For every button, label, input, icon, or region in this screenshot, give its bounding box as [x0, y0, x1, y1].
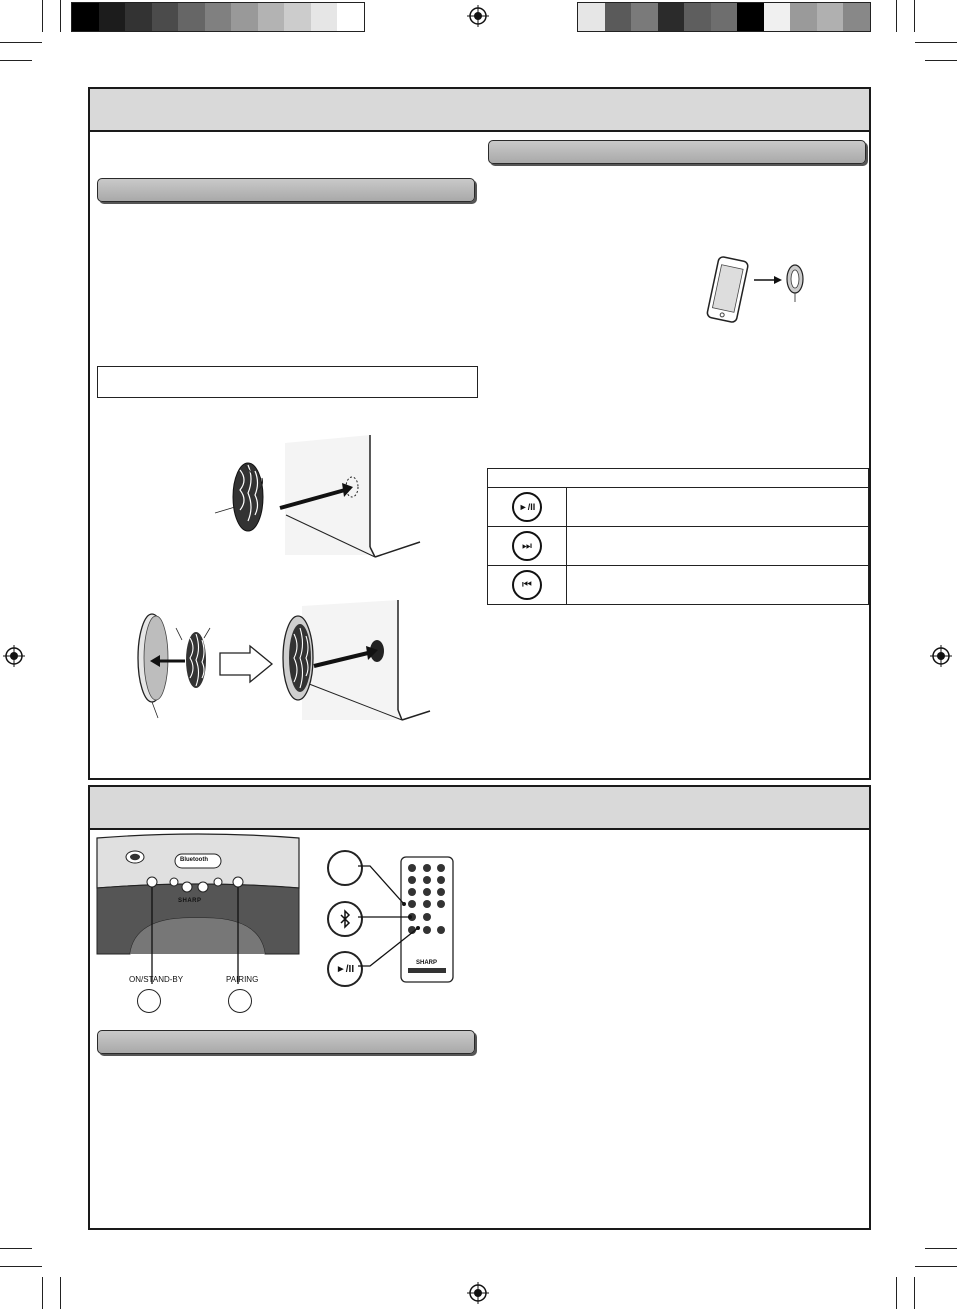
calibration-swatch — [152, 3, 179, 31]
crop-mark — [914, 1277, 915, 1309]
play-pause-icon: ►/II — [327, 951, 363, 987]
note-box — [97, 366, 478, 398]
calibration-swatch — [178, 3, 205, 31]
calibration-swatch — [684, 3, 711, 31]
on-standby-callout-circle — [137, 989, 161, 1013]
calibration-swatch — [764, 3, 791, 31]
registration-target-icon — [467, 1282, 489, 1304]
pairing-callout-circle — [228, 989, 252, 1013]
bottom-section-subheading — [97, 1030, 475, 1054]
crop-mark — [896, 1277, 897, 1309]
table-row — [488, 527, 869, 566]
remote-brand-label: SHARP — [416, 960, 438, 966]
top-panel-header — [90, 89, 869, 132]
play-pause-icon: ►/II — [512, 492, 542, 522]
calibration-swatch — [631, 3, 658, 31]
calibration-swatch — [231, 3, 258, 31]
right-section-subheading — [488, 140, 866, 164]
calibration-swatch — [790, 3, 817, 31]
crop-mark — [925, 1248, 957, 1249]
calibration-swatch — [578, 3, 605, 31]
calibration-swatch — [337, 3, 364, 31]
crop-mark — [925, 60, 957, 61]
crop-mark — [0, 1266, 42, 1267]
on-standby-label: ON/STAND-BY — [129, 975, 184, 984]
registration-target-icon — [467, 5, 489, 27]
calibration-swatch — [658, 3, 685, 31]
table-row — [488, 488, 869, 527]
crop-mark — [915, 1266, 957, 1267]
crop-mark — [60, 0, 61, 32]
crop-mark — [0, 60, 32, 61]
remote-callout-lines — [358, 860, 428, 970]
table-row — [488, 566, 869, 605]
wall-mount-illustration-2 — [130, 598, 440, 728]
calibration-swatch — [843, 3, 870, 31]
crop-mark — [0, 1248, 32, 1249]
crop-mark — [915, 42, 957, 43]
wall-mount-illustration-1 — [210, 435, 430, 565]
main-unit-illustration — [95, 836, 301, 958]
crop-mark — [914, 0, 915, 32]
crop-mark — [42, 0, 43, 32]
bottom-panel-header — [90, 787, 869, 830]
registration-target-icon — [930, 645, 952, 667]
skip-back-icon: ⏮ — [512, 570, 542, 600]
phone-nfc-illustration — [700, 252, 820, 332]
crop-mark — [60, 1277, 61, 1309]
function-table-header — [488, 469, 869, 488]
calibration-bar-left — [71, 2, 365, 32]
calibration-swatch — [99, 3, 126, 31]
calibration-swatch — [125, 3, 152, 31]
skip-forward-icon: ⏭ — [512, 531, 542, 561]
calibration-swatch — [284, 3, 311, 31]
calibration-bar-right — [577, 2, 871, 32]
registration-target-icon — [3, 645, 25, 667]
calibration-swatch — [817, 3, 844, 31]
crop-mark — [42, 1277, 43, 1309]
calibration-swatch — [737, 3, 764, 31]
calibration-swatch — [205, 3, 232, 31]
left-section-subheading — [97, 178, 475, 202]
crop-mark — [896, 0, 897, 32]
crop-mark — [0, 42, 42, 43]
pairing-label: PAIRING — [226, 975, 259, 984]
unit-brand-label: SHARP — [178, 898, 202, 904]
calibration-swatch — [605, 3, 632, 31]
bluetooth-badge-label: Bluetooth — [180, 857, 208, 863]
calibration-swatch — [72, 3, 99, 31]
calibration-swatch — [311, 3, 338, 31]
function-table — [487, 468, 869, 605]
calibration-swatch — [258, 3, 285, 31]
calibration-swatch — [711, 3, 738, 31]
